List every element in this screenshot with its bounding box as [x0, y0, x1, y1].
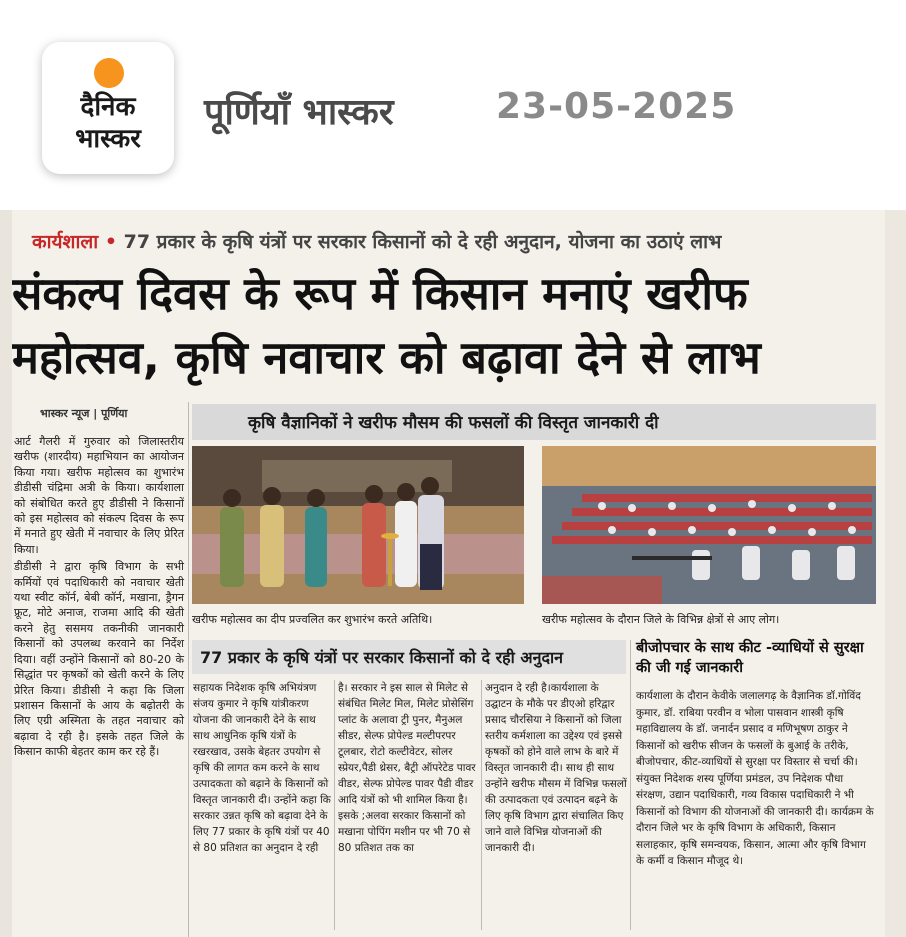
photo-lamp-lighting [192, 446, 524, 604]
logo-text-line2: भास्कर [75, 124, 141, 154]
kicker-bullet: • [104, 231, 117, 253]
news-clipping [0, 210, 906, 937]
photo-subhead: कृषि वैज्ञानिकों ने खरीफ मौसम की फसलों की विस्तृत जानकारी दी [248, 413, 659, 433]
body-column-1: सहायक निदेशक कृषि अभियंत्रण संजय कुमार ने कृषि यांत्रीकरण योजना की जानकारी देने के साथ साथ आधुनिक कृषि यंत्रों के रखरखाव, उसके बेहतर उपयोग से कृषि की लागत कम करने के साथ उत्पादकता को बढ़ाने के किसानों को विस्तृत जानकारी दी। उन्होंने कहा कि सरकार उन्नत कृषि को बढ़ावा देने के लिए 77 प्रकार के कृषि यंत्रों पर 40 से 80 प्रतिशत का अनुदान दे रही [193, 682, 331, 854]
left-page-edge [0, 210, 12, 937]
photo-caption-2: खरीफ महोत्सव के दौरान जिले के विभिन्न क्षेत्रों से आए लोग। [542, 613, 780, 626]
intro-paragraph-2: डीडीसी ने द्वारा कृषि विभाग के सभी कर्मियों एवं पदाधिकारी को नवाचार खेती यथा स्वीट कॉर्न, बेबी कॉर्न, मखाना, ड्रैगन फ्रूट, मोटे अनाज, राजमा आदि की खेती करने हेतु ससमय तकनीकी जानकारी किसानों को उपलब्ध करवाने का निर्देश दिया। वहीं उन्होंने किसानों को 80-20 के सिद्धांत पर कृषकों को खेती करने के लिए प्रेरित किया। डीडीसी ने कहा कि जिला प्रशासन किसानों के आय के बढ़ोतरी के लिए एग्री अस्मिता के तहत नवाचार को बढ़ावा दे रही है। इसके तहत जिले के किसान काफी बेहतर काम कर रहे हैं। [14, 560, 184, 759]
kicker-text: 77 प्रकार के कृषि यंत्रों पर सरकार किसानों को दे रही अनुदान, योजना का उठाएं लाभ [123, 231, 722, 253]
logo-text-line1: दैनिक [80, 92, 136, 122]
body-column-4: कार्यशाला के दौरान केवीके जलालगढ़ के वैज्ञानिक डॉ.गोविंद कुमार, डॉ. राबिया परवीन व भोला पासवान शास्त्री कृषि महाविद्यालय के डॉ. जनार्दन प्रसाद व मणिभूषण ठाकुर ने किसानों को खरीफ सीजन के फसलों के बुआई के तरीके, बीजोपचार, कीट-व्याधियों से सुरक्षा पर विस्तार से चर्चा की। संयुक्त निदेशक शस्य पूर्णिया प्रमंडल, उप निदेशक पौधा संरक्षण, उद्यान पदाधिकारी, गव्य विकास पदाधिकारी ने भी किसानों को विभाग की योजनाओं की जानकारी दी। कार्यक्रम के दौरान जिले भर के कृषि विभाग के अधिकारी, किसान सलाहकार, कृषि समन्वयक, किसान, आत्मा और कृषि विभाग के कर्मी व किसान मौजूद थे। [636, 690, 874, 867]
kicker-label: कार्यशाला [32, 231, 99, 253]
audience-illustration [542, 446, 876, 604]
column-divider [630, 640, 631, 930]
intro-column [14, 434, 184, 762]
headline-line2: महोत्सव, कृषि नवाचार को बढ़ावा देने से लाभ [12, 331, 761, 384]
body-column-3: अनुदान दे रही है।कार्यशाला के उद्घाटन के मौके पर डीएओ हरिद्वार प्रसाद चौरसिया ने किसानों को जिला स्तरीय कर्मशाला का उद्देश्य एवं इससे कृषकों को होने वाले लाभ के बारे में विस्तृत जानकारी दी। साथ ही साथ उन्होंने खरीफ मौसम में विभिन्न फसलों की उत्पादकता एवं उत्पादन बढ़ने के लिए कृषि विभाग द्वारा संचालित किए जाने वाले विभिन्न योजनाओं की जानकारी दी। [485, 682, 627, 854]
article-kicker [32, 228, 721, 254]
dainik-bhaskar-logo [42, 42, 174, 174]
headline-line1: संकल्प दिवस के रूप में किसान मनाएं खरीफ [12, 267, 748, 320]
column-divider [334, 680, 335, 930]
column-divider [188, 402, 189, 937]
right-page-edge [885, 210, 906, 937]
publication-date: 23-05-2025 [496, 86, 737, 127]
masthead [0, 0, 906, 200]
lamp-lighting-illustration [192, 446, 524, 604]
photo-audience-hall [542, 446, 876, 604]
edition-name: पूर्णियाँ भास्कर [204, 92, 394, 133]
sun-icon [94, 58, 124, 88]
photo-caption-1: खरीफ महोत्सव का दीप प्रज्वलित कर शुभारंभ करते अतिथि। [192, 613, 433, 626]
article-headline [12, 262, 886, 390]
body-column-2: है। सरकार ने इस साल से मिलेट से संबंधित मिलेट मिल, मिलेट प्रोसेसिंग प्लांट के अलावा ट्री पुनर, मैनुअल सीडर, सेल्फ प्रोपेल्ड मल्टीपरपर टूलबार, रोटो कल्टीवेटर, सोलर स्प्रेयर,पैडी थ्रेसर, बैट्री ऑपरेटेड पावर वीडर, सेल्फ प्रोपेल्ड पावर पैडी वीडर आदि यंत्रों को भी शामिल किया है। इसके ;अलवा सरकार किसानों को मखाना पोपिंग मशीन पर भी 70 से 80 प्रतिशत तक का [338, 682, 476, 854]
byline: भास्कर न्यूज | पूर्णिया [40, 407, 128, 420]
intro-paragraph-1: आर्ट गैलरी में गुरुवार को जिलास्तरीय खरीफ (शारदीय) महाभियान का आयोजन किया गया। खरीफ महोत्सव का शुभारंभ डीडीसी चंद्रिमा अत्री के किया। कार्यशाला को संबोधित करते हुए डीडीसी ने किसानों को इस महोत्सव को संकल्प दिवस के रूप में मनाते हुए खेती में नवाचार के लिए प्रेरित किया। [14, 435, 184, 556]
column-divider [481, 680, 482, 930]
section3-headline: बीजोपचार के साथ कीट -व्याधियों से सुरक्षा की जी गई जानकारी [636, 640, 864, 676]
section2-headline: 77 प्रकार के कृषि यंत्रों पर सरकार किसानों को दे रही अनुदान [200, 648, 563, 667]
